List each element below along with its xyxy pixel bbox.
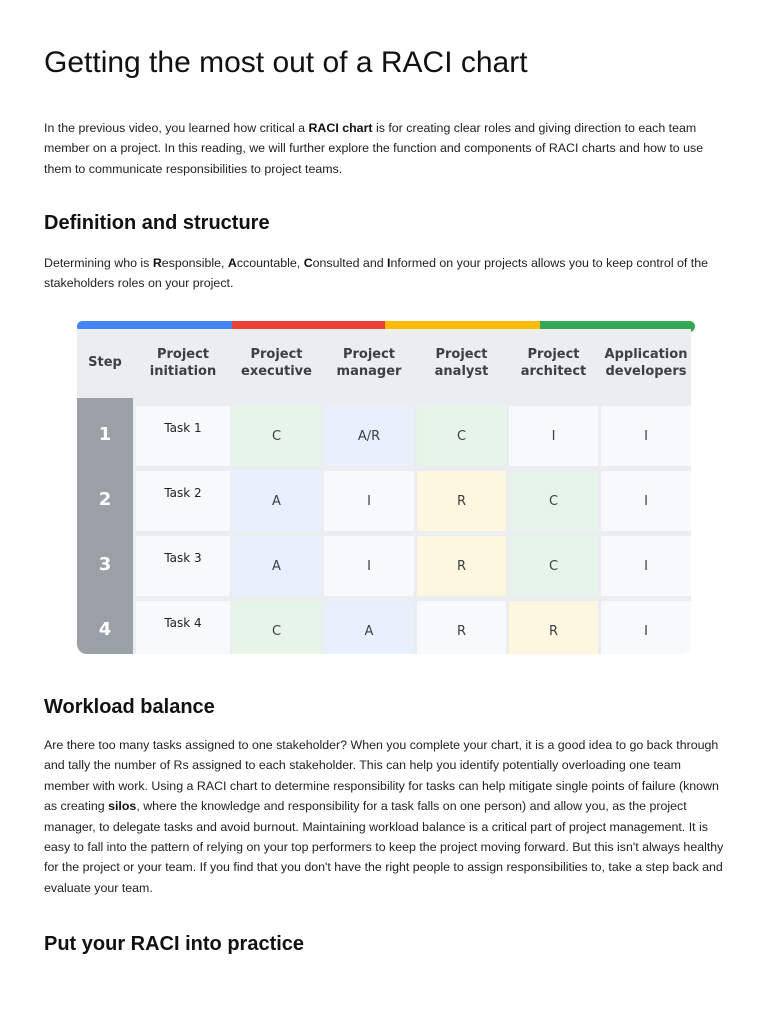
intro-text-2: is for creating clear roles and giving direction to each team member on a project. In this reading, we will further explore the function and components of RACI charts and how to use them to communicate responsibilities to project teams. <box>44 121 704 176</box>
definition-heading: Definition and structure <box>44 212 270 234</box>
raci-cell: C <box>509 471 598 531</box>
raci-cell: I <box>601 471 691 531</box>
header-4: Project analyst <box>434 346 489 379</box>
raci-cell: I <box>324 536 414 596</box>
raci-cell: A <box>232 471 321 531</box>
intro-bold-term: RACI chart <box>308 121 373 135</box>
task-cell: Task 3 <box>136 536 230 596</box>
step-number: 2 <box>98 488 112 510</box>
def-letter-r: R <box>152 256 162 270</box>
def-letter-a: A <box>227 256 237 270</box>
raci-cell: I <box>601 406 691 466</box>
workload-text-1: Are there too many tasks assigned to one stakeholder? When you complete your chart, it is a good idea to go back through and tally the number of Rs assigned to each stakeholder. This can help you identify potentially overloading one team member with work. Using a RACI chart to determine responsibility for tasks can help mitigate single points of failure (known as creating <box>44 738 719 814</box>
workload-text-2: , where the knowledge and responsibility for a task falls on one person) and allow you, as the project manager, to delegate tasks and avoid burnout. Maintaining workload balance is a critical part of project management. It is easy to fall into the pattern of relying on your top performers to keep the project moving forward. But this isn't always healthy for the project or your team. If you find that you don't have the right people to assign responsibilities to, take a step back and evaluate your team. <box>44 799 724 895</box>
raci-cell: C <box>509 536 598 596</box>
header-6: Application developers <box>604 346 688 379</box>
raci-cell: A/R <box>324 406 414 466</box>
header-5: Project architect <box>520 346 587 379</box>
workload-heading: Workload balance <box>44 696 215 718</box>
raci-cell: R <box>509 601 598 654</box>
task-cell: Task 4 <box>136 601 230 654</box>
step-number: 4 <box>98 618 112 640</box>
raci-cell: A <box>324 601 414 654</box>
intro-text-1: In the previous video, you learned how critical a <box>44 121 309 135</box>
raci-cell: I <box>509 406 598 466</box>
raci-table-figure <box>77 321 695 654</box>
workload-paragraph <box>44 735 724 898</box>
workload-bold-term: silos <box>108 799 137 814</box>
task-cell: Task 2 <box>136 471 230 531</box>
raci-cell: C <box>232 406 321 466</box>
raci-cell: I <box>601 601 691 654</box>
step-number: 3 <box>98 553 112 575</box>
raci-cell: C <box>232 601 321 654</box>
def-text-2: ccountable, <box>236 256 304 270</box>
def-text-3: onsulted and <box>312 256 388 270</box>
task-cell: Task 1 <box>136 406 230 466</box>
raci-cell: R <box>417 601 506 654</box>
raci-cell: R <box>417 536 506 596</box>
def-text-4: nformed on your projects allows you to keep control of the stakeholders roles on your project. <box>44 256 709 291</box>
definition-paragraph <box>44 253 724 294</box>
header-0: Step <box>88 355 122 370</box>
intro-paragraph <box>44 118 724 179</box>
page-title: Getting the most out of a RACI chart <box>44 46 528 79</box>
step-number: 1 <box>98 423 112 445</box>
def-text-0: Determining who is <box>44 256 153 270</box>
def-letter-i: I <box>387 256 391 270</box>
raci-cell: R <box>417 471 506 531</box>
header-2: Project executive <box>241 346 312 379</box>
raci-table <box>77 329 691 654</box>
raci-cell: I <box>324 471 414 531</box>
def-letter-c: C <box>303 256 313 270</box>
def-text-1: esponsible, <box>161 256 228 270</box>
header-1: Project initiation <box>149 346 217 379</box>
raci-cell: I <box>601 536 691 596</box>
raci-cell: A <box>232 536 321 596</box>
header-3: Project manager <box>336 346 402 379</box>
raci-cell: C <box>417 406 506 466</box>
practice-heading: Put your RACI into practice <box>44 933 305 955</box>
